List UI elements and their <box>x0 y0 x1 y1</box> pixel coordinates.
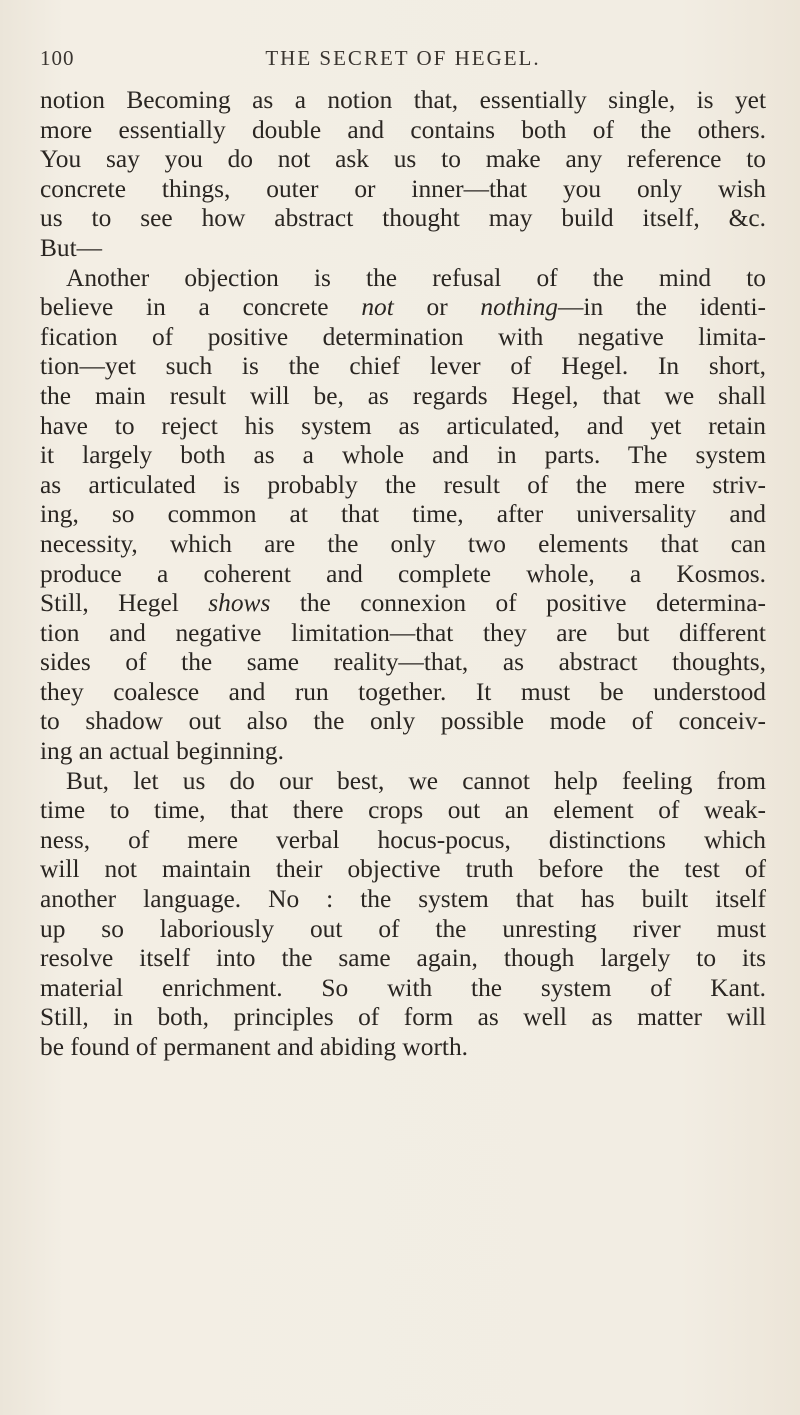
text-line: tion and negative limitation—that they are but different <box>40 618 766 647</box>
text-segment: the connexion of positive determina- <box>299 589 766 618</box>
text-line: concrete things, outer or inner—that you only wish <box>40 174 766 203</box>
text-line: produce a coherent and complete whole, a Kosmos. <box>40 559 766 588</box>
text-line: they coalesce and run together. It must be understood <box>40 677 766 706</box>
text-line: ing an actual beginning. <box>40 737 284 766</box>
text-line <box>40 293 766 323</box>
text-line: to shadow out also the only possible mode of conceiv- <box>40 707 766 736</box>
text-line: material enrichment. So with the system of Kant. <box>40 973 766 1002</box>
italic-word: shows <box>208 589 271 618</box>
text-line: fication of positive determination with negative limita- <box>40 322 766 351</box>
text-line: the main result will be, as regards Hegel, that we shall <box>40 381 766 410</box>
page-number: 100 <box>40 46 75 70</box>
text-line: it largely both as a whole and in parts. The system <box>40 441 766 470</box>
text-segment: —in the identi- <box>558 293 766 322</box>
text-line: ness, of mere verbal hocus-pocus, distinctions which <box>40 825 766 854</box>
text-line: as articulated is probably the result of the mere striv- <box>40 470 766 499</box>
italic-word: not <box>361 293 394 322</box>
text-line: will not maintain their objective truth before the test of <box>40 855 766 884</box>
text-line: have to reject his system as articulated, and yet retain <box>40 411 766 440</box>
body-text <box>40 86 766 1063</box>
text-line: necessity, which are the only two elements that can <box>40 529 766 558</box>
text-line: But— <box>40 233 103 262</box>
text-line: sides of the same reality—that, as abstract thoughts, <box>40 648 766 677</box>
text-line: us to see how abstract thought may build itself, &c. <box>40 204 766 233</box>
text-line: be found of permanent and abiding worth. <box>40 1033 468 1061</box>
text-line: resolve itself into the same again, though largely to its <box>40 944 766 973</box>
text-line: tion—yet such is the chief lever of Hegel. In short, <box>40 352 766 381</box>
text-line: up so laboriously out of the unresting river must <box>40 914 766 943</box>
text-line: But, let us do our best, we cannot help feeling from <box>66 766 766 795</box>
text-line: notion Becoming as a notion that, essentially single, is yet <box>40 86 766 114</box>
text-line: time to time, that there crops out an element of weak- <box>40 796 766 825</box>
text-line: more essentially double and contains both of the others. <box>40 115 766 144</box>
running-title: THE SECRET OF HEGEL. <box>265 46 541 70</box>
text-line: ing, so common at that time, after universality and <box>40 500 766 529</box>
text-segment: Still, Hegel <box>40 589 179 618</box>
text-line: another language. No : the system that has built itself <box>40 885 766 914</box>
text-line: Still, in both, principles of form as well as matter will <box>40 1003 766 1032</box>
text-line: You say you do not ask us to make any reference to <box>40 145 766 174</box>
running-head <box>40 46 766 86</box>
italic-word: nothing <box>480 293 559 322</box>
text-line: Another objection is the refusal of the mind to <box>66 263 766 292</box>
text-segment: or <box>426 293 448 322</box>
text-segment: believe in a concrete <box>40 293 329 322</box>
text-line <box>40 589 766 619</box>
